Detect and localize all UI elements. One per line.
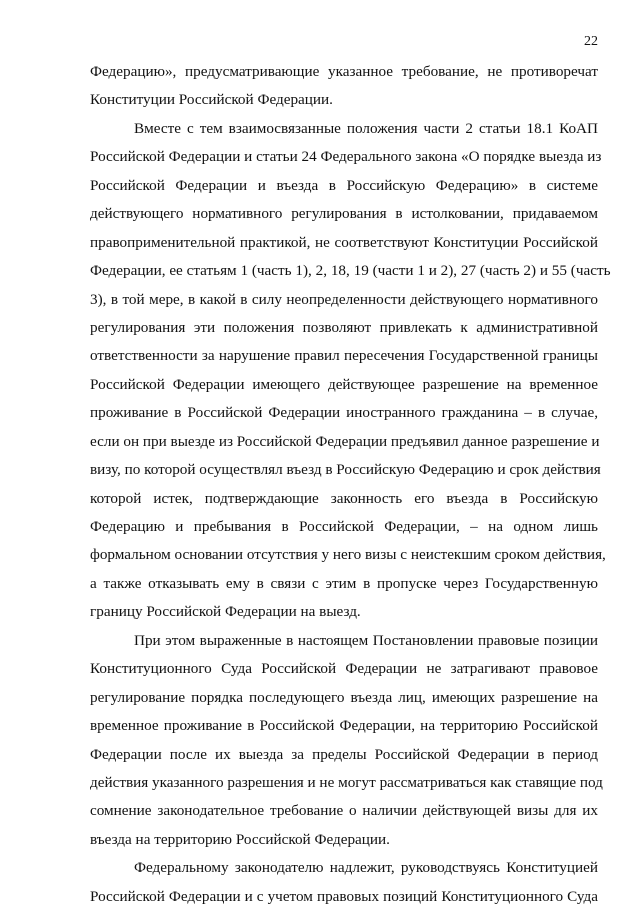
text-line: временное проживание в Российской Федерации, на территорию Российской — [90, 717, 598, 735]
text-line: правоприменительной практикой, не соответствуют Конституции Российской — [90, 233, 598, 251]
text-line: границу Российской Федерации на выезд. — [90, 603, 361, 621]
text-line: въезда на территорию Российской Федерации. — [90, 830, 390, 848]
paragraph — [90, 854, 598, 911]
text-line: Конституционного Суда Российской Федерации не затрагивают правовое — [90, 660, 598, 678]
text-line: регулирование порядка последующего въезда лиц, имеющих разрешение на — [90, 688, 598, 706]
text-line: регулирования эти положения позволяют привлекать к административной — [90, 318, 598, 336]
document-body — [90, 58, 611, 911]
text-line: Федеральному законодателю надлежит, руководствуясь Конституцией — [134, 859, 598, 877]
page-number: 22 — [584, 34, 598, 49]
text-line: проживание в Российской Федерации иностранного гражданина – в случае, — [90, 404, 598, 422]
text-line: Российской Федерации имеющего действующее разрешение на временное — [90, 375, 598, 393]
text-line: Российской Федерации и въезда в Российскую Федерацию» в системе — [90, 176, 598, 194]
paragraph — [90, 627, 603, 855]
text-line: действующего нормативного регулирования в истолковании, придаваемом — [90, 205, 598, 223]
text-line: визу, по которой осуществлял въезд в Российскую Федерацию и срок действия — [90, 461, 601, 479]
text-line: если он при выезде из Российской Федерации предъявил данное разрешение и — [90, 432, 600, 450]
text-line: Вместе с тем взаимосвязанные положения части 2 статьи 18.1 КоАП — [134, 119, 598, 137]
text-line: Российской Федерации и с учетом правовых позиций Конституционного Суда — [90, 887, 598, 905]
text-line: Федерации после их выезда за пределы Российской Федерации в период — [90, 745, 598, 763]
text-line: сомнение законодательное требование о наличии действующей визы для их — [90, 802, 598, 820]
text-line: Федерацию», предусматривающие указанное требование, не противоречат — [90, 63, 598, 80]
text-line: При этом выраженные в настоящем Постановлении правовые позиции — [134, 631, 598, 649]
paragraph — [90, 115, 611, 627]
text-line: ответственности за нарушение правил пересечения Государственной границы — [90, 347, 598, 365]
paragraph — [90, 58, 598, 115]
text-line: Российской Федерации и статьи 24 Федерального закона «О порядке выезда из — [90, 148, 602, 166]
text-line: Федерации, ее статьям 1 (часть 1), 2, 18, 19 (части 1 и 2), 27 (часть 2) и 55 (часть — [90, 262, 611, 280]
text-line: 3), в той мере, в какой в силу неопределенности действующего нормативного — [90, 290, 598, 308]
text-line: которой истек, подтверждающие законность его въезда в Российскую — [90, 489, 598, 507]
text-line: а также отказывать ему в связи с этим в пропуске через Государственную — [90, 574, 598, 592]
text-line: формальном основании отсутствия у него визы с неистекшим сроком действия, — [90, 546, 606, 564]
text-line: Конституции Российской Федерации. — [90, 91, 333, 109]
text-line: действия указанного разрешения и не могут рассматриваться как ставящие под — [90, 773, 603, 791]
text-line: Федерацию и пребывания в Российской Федерации, – на одном лишь — [90, 518, 598, 535]
